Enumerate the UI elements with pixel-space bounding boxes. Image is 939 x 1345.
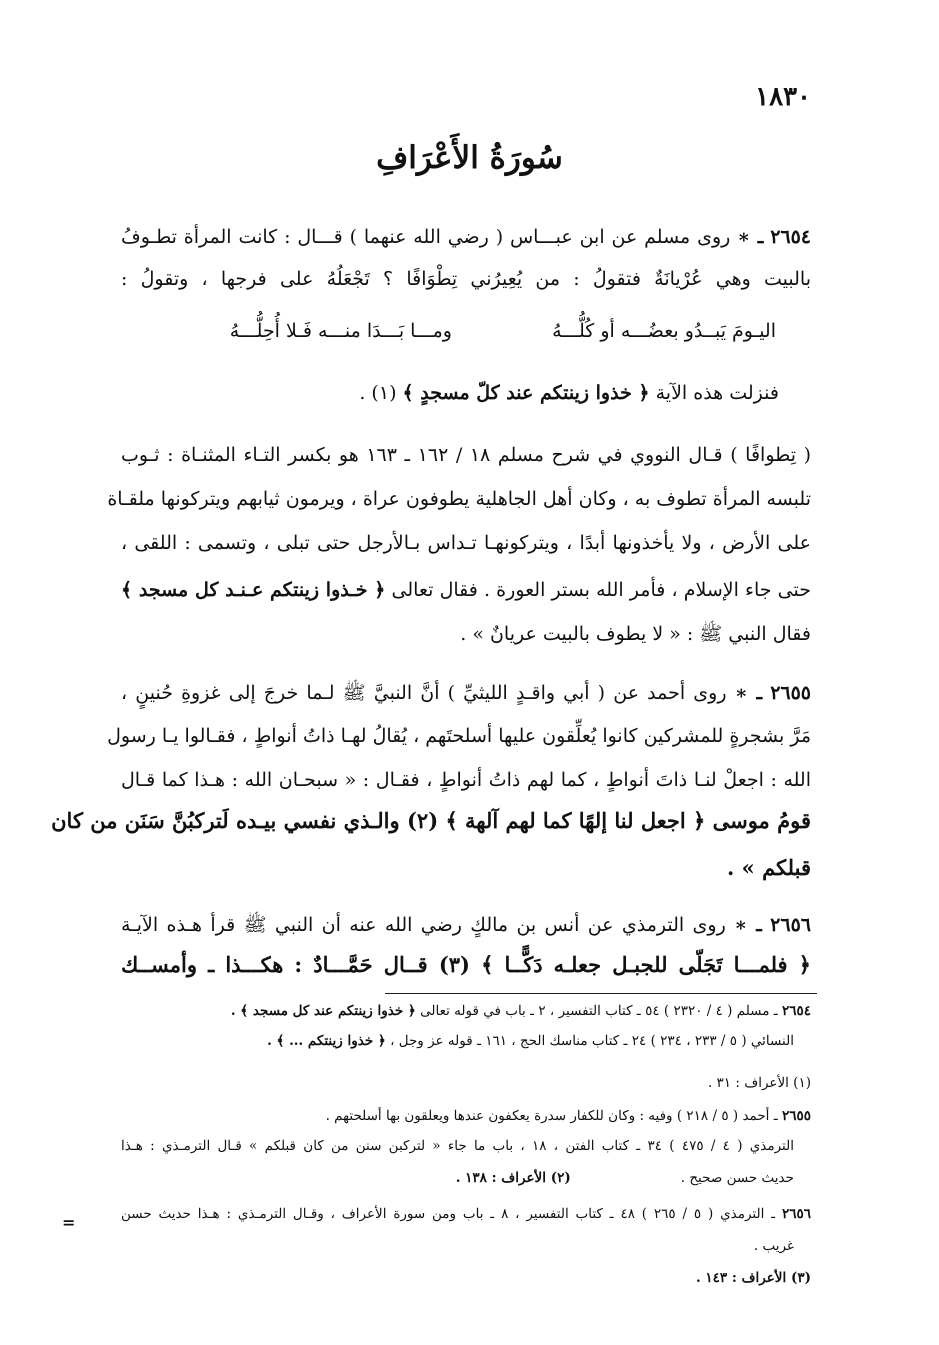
- hadith-2656-line-2: ﴿ فلمـــا تَجَلّى للجبـل جعلـه دَكًّــا ﴾ (٣) قــال حَمَّـــادٌ : هكـــذا ـ وأمســك: [121, 952, 811, 977]
- hadith-2654-line-1: ٢٦٥٤ ـ ∗ روى مسلم عن ابن عبـــاس ( رضي الله عنهما ) قـــال : كانت المرأة تطـوفُ: [121, 226, 812, 248]
- footnote-2654-a: ٢٦٥٤ ـ مسلم ( ٤ / ٢٣٢٠ ) ٥٤ ـ كتاب التفسير ، ٢ ـ باب في قوله تعالى ﴿ خذوا زينتكم عند كل مسجد ﴾ .: [230, 1003, 811, 1019]
- page-number: ١٨٣٠: [755, 82, 811, 112]
- hadith-number: ٢٦٥٥: [770, 682, 812, 704]
- hadith-2655-line-5: قبلكم » .: [727, 855, 811, 880]
- footnote-2655-c: حديث حسن صحيح .(٢) الأعراف : ١٣٨ .: [455, 1170, 794, 1186]
- hadith-2655-line-4: قومُ موسى ﴿ اجعل لنا إلهًا كما لهم آلهة ﴾ (٢) والـذي نفسي بيـده لَتركبُنَّ سَنَن من كان: [51, 808, 811, 833]
- footnote-divider: [385, 993, 817, 994]
- hadith-2655-line-1: ٢٦٥٥ ـ ∗ روى أحمد عن ( أبي واقـدٍ الليثيِّ ) أنَّ النبيَّ ﷺ لـما خرجَ إلى غزوةِ حُنينٍ ،: [121, 682, 812, 704]
- quran-quote: ﴿ خـذوا زينتكم عـنـد كل مسجد ﴾: [121, 579, 386, 601]
- hadith-2656-line-1: ٢٦٥٦ ـ ∗ روى الترمذي عن أنس بن مالكٍ رضي الله عنه أن النبي ﷺ قرأ هـذه الآيـة: [121, 914, 811, 936]
- surah-title: سُورَةُ الأَعْرَافِ: [376, 140, 563, 176]
- footnote-2654-b: النسائي ( ٥ / ٢٣٣ ، ٢٣٤ ) ٢٤ ـ كتاب مناسك الحج ، ١٦١ ـ قوله عز وجل ، ﴿ خذوا زينتكم ... ﴾ .: [267, 1033, 794, 1049]
- footnote-note-1: (١) الأعراف : ٣١ .: [707, 1075, 811, 1091]
- footnote-2655-a: ٢٦٥٥ ـ أحمد ( ٥ / ٢١٨ ) وفيه : وكان للكفار سدرة يعكفون عندها ويعلقون بها أسلحتهم .: [325, 1108, 811, 1124]
- verse-right-hemistich: اليـومَ يَبــدُو بعضُـــه أو كُلُّـــهُ: [552, 320, 776, 342]
- footnote-2655-b: الترمذي ( ٤ / ٤٧٥ ) ٣٤ ـ كتاب الفتن ، ١٨ ، باب ما جاء « لتركبن سنن من كان قبلكم » قـال الترمـذي : هـذا: [121, 1138, 794, 1154]
- footnote-2656-b: غريب .: [753, 1238, 794, 1254]
- footnote-ref: (١) .: [359, 382, 397, 404]
- commentary-line-3: على الأرض ، ولا يأخذونها أبدًا ، ويتركونهـا تـداس بـالأرجل حتى تبلى ، وتسمى : اللقى ،: [121, 532, 811, 554]
- hadith-number: ٢٦٥٤: [770, 226, 812, 248]
- commentary-line-2: تلبسه المرأة تطوف به ، وكان أهل الجاهلية يطوفون عراة ، ويرمون ثيابهم ويتركونها ملقـاة: [107, 488, 811, 510]
- hadith-2654-line-2: بالبيت وهي عُرْيانَةٌ فتقولُ : من يُعِيرُني تِطْوَافًا ؟ تَجْعَلُهُ على فرجها ، وتقولُ :: [121, 268, 811, 290]
- commentary-line-1: ( تِطوافًا ) قـال النووي في شرح مسلم ١٨ / ١٦٢ ـ ١٦٣ هو بكسر التـاء المثنـاة : ثـوب: [121, 444, 811, 466]
- footnote-note-3: (٣) الأعراف : ١٤٣ .: [696, 1270, 811, 1286]
- hadith-2655-line-2: مَرَّ بشجرةٍ للمشركين كانوا يُعلِّقون عليها أسلحتَهم ، يُقالُ لهـا ذاتُ أنواطٍ ، فقـالوا يـا رسول: [107, 725, 811, 747]
- verse-left-hemistich: ومـــا بَـــدَا منـــه فَـلا أُحِلُّـــهُ: [229, 320, 452, 342]
- footnote-2656-a: ٢٦٥٦ ـ الترمذي ( ٥ / ٢٦٥ ) ٤٨ ـ كتاب التفسير ، ٨ ـ باب ومن سورة الأعراف ، وقـال الترمـذي : هـذا حديث حسن: [121, 1206, 811, 1222]
- margin-mark: =: [62, 1213, 76, 1232]
- quran-quote: ﴿ خذوا زينتكم عند كلّ مسجدٍ ﴾: [402, 382, 650, 404]
- hadith-2655-line-3: الله : اجعلْ لنـا ذاتَ أنواطٍ ، كما لهم ذاتُ أنواطٍ ، فقـال : « سبحـان الله : هـذا كما قـال: [121, 769, 811, 791]
- hadith-2654-line-4: فنزلت هذه الآية ﴿ خذوا زينتكم عند كلّ مسجدٍ ﴾ (١) .: [359, 382, 779, 404]
- quran-quote: قومُ موسى ﴿ اجعل لنا إلهًا كما لهم آلهة ﴾: [445, 808, 811, 833]
- footnote-note-2: (٢) الأعراف : ١٣٨ .: [455, 1170, 571, 1186]
- hadith-number: ٢٦٥٦: [770, 914, 811, 936]
- commentary-line-5: فقال النبي ﷺ : « لا يطوف بالبيت عريانٌ » .: [460, 623, 811, 645]
- quran-quote: ﴿ فلمـــا تَجَلّى للجبـل جعلـه دَكًّــا ﴾: [481, 952, 811, 977]
- commentary-line-4: حتى جاء الإسلام ، فأمر الله بستر العورة . فقال تعالى ﴿ خـذوا زينتكم عـنـد كل مسجد ﴾: [121, 579, 811, 601]
